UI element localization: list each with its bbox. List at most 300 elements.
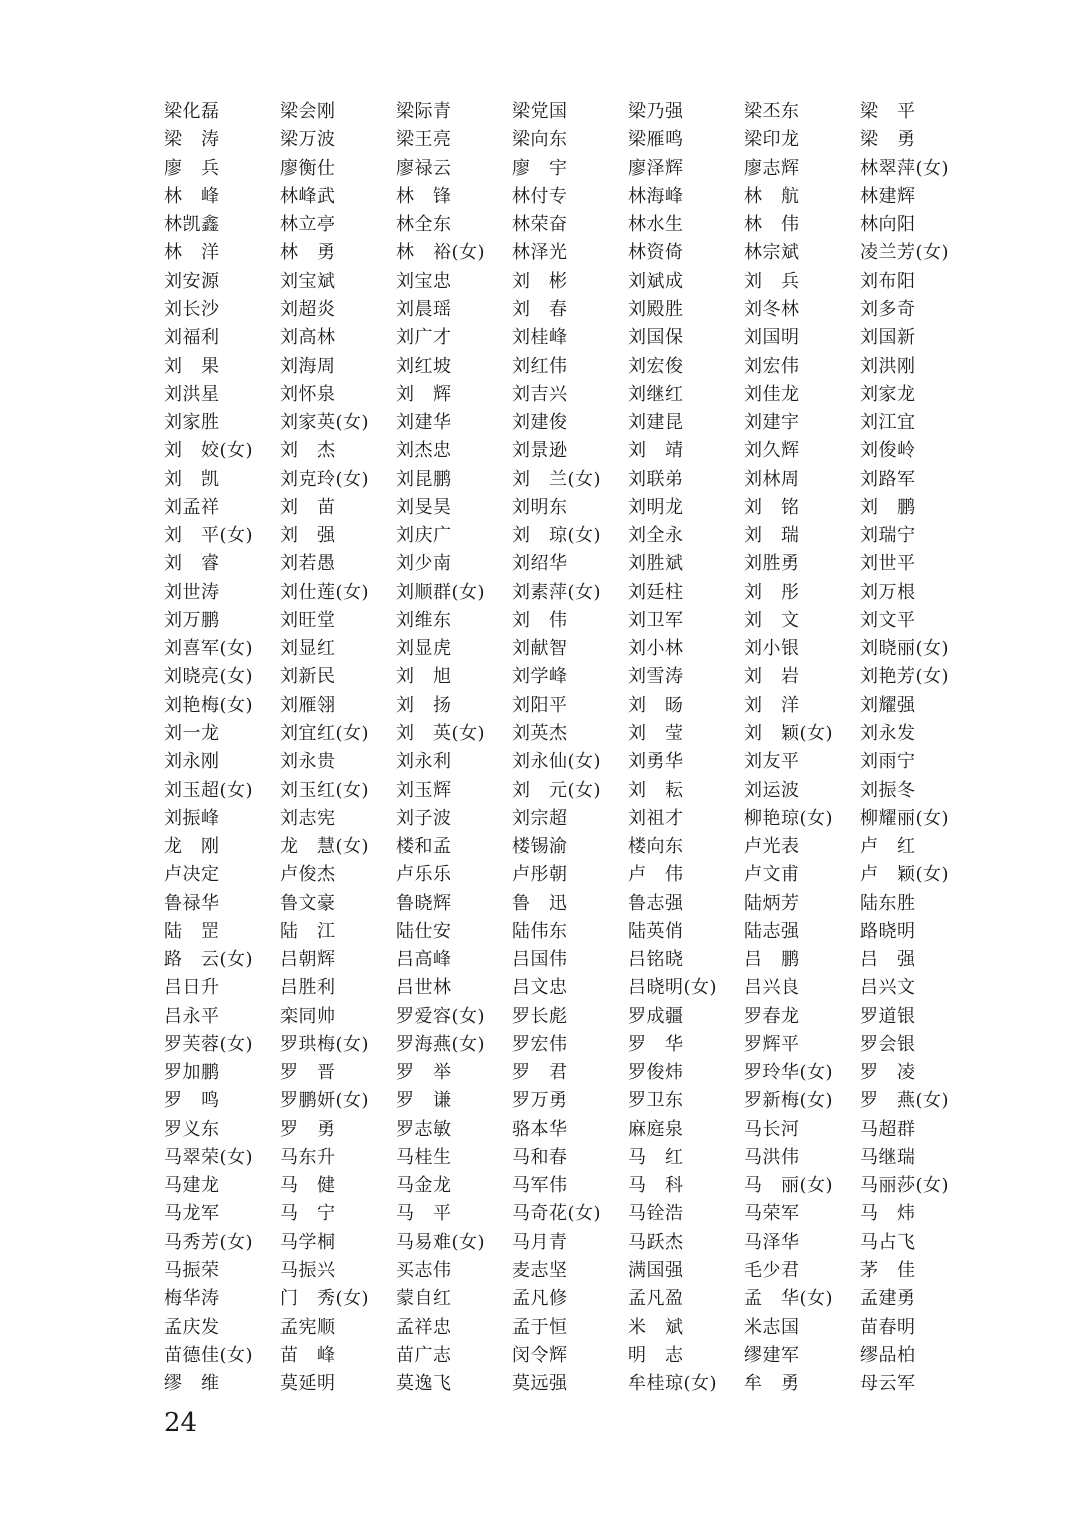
name-entry: 刘久辉 bbox=[744, 440, 800, 462]
name-entry: 米 斌 bbox=[628, 1316, 684, 1338]
name-row bbox=[164, 1031, 994, 1059]
name-row bbox=[164, 1144, 994, 1172]
name-entry: 梁 涛 bbox=[164, 129, 220, 151]
name-entry: 母云军 bbox=[860, 1373, 916, 1395]
name-entry: 卢 颖(女) bbox=[860, 864, 950, 886]
name-entry: 栾同帅 bbox=[280, 1005, 336, 1027]
name-entry: 满国强 bbox=[628, 1260, 684, 1282]
name-entry: 罗 凌 bbox=[860, 1062, 916, 1084]
name-row bbox=[164, 805, 994, 833]
name-entry: 马 炜 bbox=[860, 1203, 916, 1225]
name-entry: 刘宏俊 bbox=[628, 355, 684, 377]
name-entry: 刘 颖(女) bbox=[744, 722, 834, 744]
name-entry: 刘 铭 bbox=[744, 496, 800, 518]
name-entry: 吕兴良 bbox=[744, 977, 800, 999]
name-entry: 林宗斌 bbox=[744, 242, 800, 264]
name-row bbox=[164, 98, 994, 126]
name-entry: 马秀芳(女) bbox=[164, 1231, 254, 1253]
name-entry: 罗 鸣 bbox=[164, 1090, 220, 1112]
name-entry: 梁 勇 bbox=[860, 129, 916, 151]
name-entry: 刘克玲(女) bbox=[280, 468, 370, 490]
name-entry: 凌兰芳(女) bbox=[860, 242, 950, 264]
name-entry: 刘顺群(女) bbox=[396, 581, 486, 603]
name-entry: 梁会刚 bbox=[280, 101, 336, 123]
name-entry: 刘 伟 bbox=[512, 609, 568, 631]
name-entry: 罗春龙 bbox=[744, 1005, 800, 1027]
name-entry: 刘继红 bbox=[628, 383, 684, 405]
name-entry: 马建龙 bbox=[164, 1175, 220, 1197]
name-entry: 莫延明 bbox=[280, 1373, 336, 1395]
name-entry: 刘玉红(女) bbox=[280, 779, 370, 801]
name-entry: 林全东 bbox=[396, 214, 452, 236]
name-entry: 路晓明 bbox=[860, 920, 916, 942]
name-entry: 罗芙蓉(女) bbox=[164, 1033, 254, 1055]
name-entry: 刘旺堂 bbox=[280, 609, 336, 631]
name-entry: 苗春明 bbox=[860, 1316, 916, 1338]
name-entry: 刘 苗 bbox=[280, 496, 336, 518]
name-entry: 牟 勇 bbox=[744, 1373, 800, 1395]
name-entry: 梁印龙 bbox=[744, 129, 800, 151]
name-entry: 刘 姣(女) bbox=[164, 440, 254, 462]
name-entry: 刘怀泉 bbox=[280, 383, 336, 405]
name-row bbox=[164, 776, 994, 804]
name-entry: 蒙自红 bbox=[396, 1288, 452, 1310]
name-entry: 刘俊岭 bbox=[860, 440, 916, 462]
name-entry: 刘景逊 bbox=[512, 440, 568, 462]
name-entry: 马丽莎(女) bbox=[860, 1175, 950, 1197]
name-entry: 梁万波 bbox=[280, 129, 336, 151]
name-row bbox=[164, 465, 994, 493]
name-entry: 林海峰 bbox=[628, 185, 684, 207]
name-entry: 罗 勇 bbox=[280, 1118, 336, 1140]
name-entry: 林 裕(女) bbox=[396, 242, 486, 264]
name-row bbox=[164, 635, 994, 663]
name-entry: 林 峰 bbox=[164, 185, 220, 207]
name-entry: 梁化磊 bbox=[164, 101, 220, 123]
name-row bbox=[164, 1229, 994, 1257]
name-entry: 刘 春 bbox=[512, 298, 568, 320]
name-entry: 刘长沙 bbox=[164, 298, 220, 320]
name-entry: 罗会银 bbox=[860, 1033, 916, 1055]
name-entry: 林凯鑫 bbox=[164, 214, 220, 236]
name-entry: 罗珙梅(女) bbox=[280, 1033, 370, 1055]
name-entry: 廖泽辉 bbox=[628, 157, 684, 179]
name-entry: 刘家英(女) bbox=[280, 412, 370, 434]
name-row bbox=[164, 324, 994, 352]
name-entry: 罗新梅(女) bbox=[744, 1090, 834, 1112]
name-row bbox=[164, 268, 994, 296]
name-entry: 刘宝忠 bbox=[396, 270, 452, 292]
name-entry: 马东升 bbox=[280, 1146, 336, 1168]
name-entry: 刘 莹 bbox=[628, 722, 684, 744]
name-entry: 刘喜军(女) bbox=[164, 638, 254, 660]
name-entry: 刘宝斌 bbox=[280, 270, 336, 292]
name-entry: 林翠萍(女) bbox=[860, 157, 950, 179]
name-entry: 罗 燕(女) bbox=[860, 1090, 950, 1112]
name-entry: 林水生 bbox=[628, 214, 684, 236]
name-entry: 马继瑞 bbox=[860, 1146, 916, 1168]
name-entry: 刘世涛 bbox=[164, 581, 220, 603]
name-entry: 梁丕东 bbox=[744, 101, 800, 123]
name-entry: 麦志坚 bbox=[512, 1260, 568, 1282]
name-row bbox=[164, 550, 994, 578]
name-entry: 马龙军 bbox=[164, 1203, 220, 1225]
name-entry: 刘 岩 bbox=[744, 666, 800, 688]
name-entry: 廖衡仕 bbox=[280, 157, 336, 179]
name-entry: 刘杰忠 bbox=[396, 440, 452, 462]
name-entry: 罗 华 bbox=[628, 1033, 684, 1055]
name-entry: 刘友平 bbox=[744, 751, 800, 773]
name-entry: 罗 谦 bbox=[396, 1090, 452, 1112]
name-entry: 刘雁翎 bbox=[280, 694, 336, 716]
name-entry: 刘家胜 bbox=[164, 412, 220, 434]
name-entry: 卢 伟 bbox=[628, 864, 684, 886]
name-entry: 刘玉超(女) bbox=[164, 779, 254, 801]
name-entry: 梁 平 bbox=[860, 101, 916, 123]
name-entry: 刘广才 bbox=[396, 327, 452, 349]
name-entry: 刘维东 bbox=[396, 609, 452, 631]
name-entry: 罗海燕(女) bbox=[396, 1033, 486, 1055]
name-row bbox=[164, 239, 994, 267]
name-entry: 刘 彤 bbox=[744, 581, 800, 603]
name-entry: 刘 元(女) bbox=[512, 779, 602, 801]
name-entry: 刘 平(女) bbox=[164, 525, 254, 547]
name-entry: 刘建宇 bbox=[744, 412, 800, 434]
name-entry: 刘勇华 bbox=[628, 751, 684, 773]
name-entry: 马易难(女) bbox=[396, 1231, 486, 1253]
name-row bbox=[164, 607, 994, 635]
name-entry: 莫远强 bbox=[512, 1373, 568, 1395]
name-entry: 林峰武 bbox=[280, 185, 336, 207]
name-entry: 孟建勇 bbox=[860, 1288, 916, 1310]
name-entry: 刘玉辉 bbox=[396, 779, 452, 801]
name-entry: 刘阳平 bbox=[512, 694, 568, 716]
name-row bbox=[164, 1342, 994, 1370]
name-entry: 孟庆发 bbox=[164, 1316, 220, 1338]
name-entry: 刘胜斌 bbox=[628, 553, 684, 575]
name-entry: 缪 维 bbox=[164, 1373, 220, 1395]
name-entry: 刘廷柱 bbox=[628, 581, 684, 603]
name-entry: 刘卫军 bbox=[628, 609, 684, 631]
name-entry: 买志伟 bbox=[396, 1260, 452, 1282]
name-row bbox=[164, 1200, 994, 1228]
name-row bbox=[164, 1172, 994, 1200]
name-entry: 罗鹏妍(女) bbox=[280, 1090, 370, 1112]
name-row bbox=[164, 211, 994, 239]
name-entry: 刘昆鹏 bbox=[396, 468, 452, 490]
name-entry: 刘全永 bbox=[628, 525, 684, 547]
name-entry: 马振荣 bbox=[164, 1260, 220, 1282]
name-entry: 骆本华 bbox=[512, 1118, 568, 1140]
name-entry: 刘建华 bbox=[396, 412, 452, 434]
name-entry: 刘 靖 bbox=[628, 440, 684, 462]
name-entry: 廖 宇 bbox=[512, 157, 568, 179]
name-entry: 梁乃强 bbox=[628, 101, 684, 123]
name-row bbox=[164, 1285, 994, 1313]
name-entry: 门 秀(女) bbox=[280, 1288, 370, 1310]
name-entry: 楼锡渝 bbox=[512, 836, 568, 858]
name-entry: 刘 耘 bbox=[628, 779, 684, 801]
name-entry: 刘雪涛 bbox=[628, 666, 684, 688]
name-entry: 刘 辉 bbox=[396, 383, 452, 405]
name-entry: 陆伟东 bbox=[512, 920, 568, 942]
name-entry: 刘瑞宁 bbox=[860, 525, 916, 547]
name-row bbox=[164, 720, 994, 748]
name-row bbox=[164, 918, 994, 946]
name-entry: 马 平 bbox=[396, 1203, 452, 1225]
name-entry: 刘 兰(女) bbox=[512, 468, 602, 490]
name-entry: 刘 彬 bbox=[512, 270, 568, 292]
name-entry: 罗辉平 bbox=[744, 1033, 800, 1055]
name-row bbox=[164, 522, 994, 550]
name-entry: 卢 红 bbox=[860, 836, 916, 858]
name-entry: 楼向东 bbox=[628, 836, 684, 858]
name-entry: 刘明龙 bbox=[628, 496, 684, 518]
name-entry: 刘宜红(女) bbox=[280, 722, 370, 744]
name-entry: 马铨浩 bbox=[628, 1203, 684, 1225]
name-entry: 吕日升 bbox=[164, 977, 220, 999]
name-entry: 刘 洋 bbox=[744, 694, 800, 716]
name-entry: 刘显红 bbox=[280, 638, 336, 660]
name-entry: 廖 兵 bbox=[164, 157, 220, 179]
name-row bbox=[164, 692, 994, 720]
name-entry: 马超群 bbox=[860, 1118, 916, 1140]
name-entry: 刘冬林 bbox=[744, 298, 800, 320]
name-entry: 陆 江 bbox=[280, 920, 336, 942]
name-entry: 马跃杰 bbox=[628, 1231, 684, 1253]
name-entry: 鲁禄华 bbox=[164, 892, 220, 914]
name-entry: 刘佳龙 bbox=[744, 383, 800, 405]
name-entry: 吕国伟 bbox=[512, 949, 568, 971]
name-entry: 陆英俏 bbox=[628, 920, 684, 942]
name-entry: 刘 果 bbox=[164, 355, 220, 377]
name-entry: 刘少南 bbox=[396, 553, 452, 575]
name-entry: 刘艳芳(女) bbox=[860, 666, 950, 688]
name-entry: 刘志宪 bbox=[280, 807, 336, 829]
name-entry: 孟凡修 bbox=[512, 1288, 568, 1310]
name-entry: 马奇花(女) bbox=[512, 1203, 602, 1225]
name-entry: 罗志敏 bbox=[396, 1118, 452, 1140]
name-entry: 苗广志 bbox=[396, 1344, 452, 1366]
name-entry: 马荣军 bbox=[744, 1203, 800, 1225]
name-entry: 刘桂峰 bbox=[512, 327, 568, 349]
name-entry: 刘 文 bbox=[744, 609, 800, 631]
name-list bbox=[164, 98, 994, 1398]
name-entry: 林泽光 bbox=[512, 242, 568, 264]
name-entry: 林建辉 bbox=[860, 185, 916, 207]
name-entry: 马月青 bbox=[512, 1231, 568, 1253]
name-entry: 闵令辉 bbox=[512, 1344, 568, 1366]
name-entry: 刘多奇 bbox=[860, 298, 916, 320]
name-entry: 刘 瑞 bbox=[744, 525, 800, 547]
name-entry: 刘国新 bbox=[860, 327, 916, 349]
name-entry: 刘宗超 bbox=[512, 807, 568, 829]
name-entry: 刘 琼(女) bbox=[512, 525, 602, 547]
name-entry: 刘小林 bbox=[628, 638, 684, 660]
name-entry: 刘江宜 bbox=[860, 412, 916, 434]
name-entry: 马 科 bbox=[628, 1175, 684, 1197]
name-entry: 罗道银 bbox=[860, 1005, 916, 1027]
name-entry: 刘献智 bbox=[512, 638, 568, 660]
name-entry: 刘建昆 bbox=[628, 412, 684, 434]
name-entry: 刘子波 bbox=[396, 807, 452, 829]
name-entry: 罗 举 bbox=[396, 1062, 452, 1084]
name-entry: 罗 君 bbox=[512, 1062, 568, 1084]
name-entry: 刘若愚 bbox=[280, 553, 336, 575]
name-entry: 刘明东 bbox=[512, 496, 568, 518]
name-entry: 梁王亮 bbox=[396, 129, 452, 151]
name-entry: 柳耀丽(女) bbox=[860, 807, 950, 829]
name-entry: 卢决定 bbox=[164, 864, 220, 886]
name-entry: 刘 鹏 bbox=[860, 496, 916, 518]
name-entry: 刘海周 bbox=[280, 355, 336, 377]
name-entry: 孟祥忠 bbox=[396, 1316, 452, 1338]
name-entry: 卢彤朝 bbox=[512, 864, 568, 886]
name-entry: 林 航 bbox=[744, 185, 800, 207]
name-entry: 刘晨瑶 bbox=[396, 298, 452, 320]
name-entry: 牟桂琼(女) bbox=[628, 1373, 718, 1395]
name-entry: 罗卫东 bbox=[628, 1090, 684, 1112]
name-entry: 吕文忠 bbox=[512, 977, 568, 999]
name-entry: 孟宪顺 bbox=[280, 1316, 336, 1338]
name-entry: 卢乐乐 bbox=[396, 864, 452, 886]
name-entry: 陆 罡 bbox=[164, 920, 220, 942]
name-entry: 刘万鹏 bbox=[164, 609, 220, 631]
name-entry: 罗 晋 bbox=[280, 1062, 336, 1084]
name-entry: 刘家龙 bbox=[860, 383, 916, 405]
name-entry: 缪品柏 bbox=[860, 1344, 916, 1366]
name-row bbox=[164, 748, 994, 776]
name-entry: 刘显虎 bbox=[396, 638, 452, 660]
name-entry: 孟于恒 bbox=[512, 1316, 568, 1338]
name-entry: 刘安源 bbox=[164, 270, 220, 292]
name-entry: 吕兴文 bbox=[860, 977, 916, 999]
name-entry: 马学桐 bbox=[280, 1231, 336, 1253]
name-entry: 梁际青 bbox=[396, 101, 452, 123]
name-entry: 罗玲华(女) bbox=[744, 1062, 834, 1084]
page-number: 24 bbox=[164, 1408, 198, 1438]
name-entry: 鲁晓辉 bbox=[396, 892, 452, 914]
name-entry: 刘红坡 bbox=[396, 355, 452, 377]
name-entry: 卢光表 bbox=[744, 836, 800, 858]
name-entry: 吕 强 bbox=[860, 949, 916, 971]
name-entry: 刘高林 bbox=[280, 327, 336, 349]
name-entry: 刘建俊 bbox=[512, 412, 568, 434]
name-entry: 刘耀强 bbox=[860, 694, 916, 716]
name-entry: 苗 峰 bbox=[280, 1344, 336, 1366]
name-entry: 刘振峰 bbox=[164, 807, 220, 829]
name-entry: 刘素萍(女) bbox=[512, 581, 602, 603]
name-entry: 刘永仙(女) bbox=[512, 751, 602, 773]
name-entry: 罗长彪 bbox=[512, 1005, 568, 1027]
name-entry: 刘小银 bbox=[744, 638, 800, 660]
name-entry: 刘晓丽(女) bbox=[860, 638, 950, 660]
name-entry: 刘福利 bbox=[164, 327, 220, 349]
name-entry: 刘绍华 bbox=[512, 553, 568, 575]
name-entry: 刘孟祥 bbox=[164, 496, 220, 518]
name-entry: 鲁 迅 bbox=[512, 892, 568, 914]
name-entry: 罗爱容(女) bbox=[396, 1005, 486, 1027]
name-entry: 卢文甫 bbox=[744, 864, 800, 886]
name-entry: 楼和孟 bbox=[396, 836, 452, 858]
name-entry: 柳艳琼(女) bbox=[744, 807, 834, 829]
name-entry: 陆炳芳 bbox=[744, 892, 800, 914]
name-entry: 刘一龙 bbox=[164, 722, 220, 744]
name-entry: 刘万根 bbox=[860, 581, 916, 603]
name-entry: 吕朝辉 bbox=[280, 949, 336, 971]
name-entry: 陆志强 bbox=[744, 920, 800, 942]
name-entry: 刘 凯 bbox=[164, 468, 220, 490]
name-entry: 马占飞 bbox=[860, 1231, 916, 1253]
name-entry: 刘国明 bbox=[744, 327, 800, 349]
name-entry: 马 丽(女) bbox=[744, 1175, 834, 1197]
name-entry: 吕胜利 bbox=[280, 977, 336, 999]
name-entry: 茅 佳 bbox=[860, 1260, 916, 1282]
name-entry: 刘艳梅(女) bbox=[164, 694, 254, 716]
name-entry: 林资倚 bbox=[628, 242, 684, 264]
name-row bbox=[164, 974, 994, 1002]
name-entry: 麻庭泉 bbox=[628, 1118, 684, 1140]
name-entry: 龙 慧(女) bbox=[280, 836, 370, 858]
name-entry: 吕 鹏 bbox=[744, 949, 800, 971]
name-entry: 刘祖才 bbox=[628, 807, 684, 829]
name-entry: 刘学峰 bbox=[512, 666, 568, 688]
name-row bbox=[164, 126, 994, 154]
name-entry: 廖禄云 bbox=[396, 157, 452, 179]
name-entry: 刘宏伟 bbox=[744, 355, 800, 377]
name-entry: 吕高峰 bbox=[396, 949, 452, 971]
name-entry: 罗加鹏 bbox=[164, 1062, 220, 1084]
name-entry: 刘英杰 bbox=[512, 722, 568, 744]
name-entry: 罗俊炜 bbox=[628, 1062, 684, 1084]
name-entry: 毛少君 bbox=[744, 1260, 800, 1282]
name-entry: 刘文平 bbox=[860, 609, 916, 631]
name-row bbox=[164, 494, 994, 522]
name-entry: 刘世平 bbox=[860, 553, 916, 575]
name-entry: 刘超炎 bbox=[280, 298, 336, 320]
name-entry: 鲁文豪 bbox=[280, 892, 336, 914]
name-entry: 卢俊杰 bbox=[280, 864, 336, 886]
name-entry: 吕铭晓 bbox=[628, 949, 684, 971]
name-row bbox=[164, 437, 994, 465]
name-entry: 马振兴 bbox=[280, 1260, 336, 1282]
name-row bbox=[164, 1059, 994, 1087]
name-entry: 梅华涛 bbox=[164, 1288, 220, 1310]
name-row bbox=[164, 183, 994, 211]
name-row bbox=[164, 833, 994, 861]
name-entry: 马洪伟 bbox=[744, 1146, 800, 1168]
name-entry: 鲁志强 bbox=[628, 892, 684, 914]
name-entry: 马金龙 bbox=[396, 1175, 452, 1197]
name-entry: 刘 旸 bbox=[628, 694, 684, 716]
name-entry: 刘斌成 bbox=[628, 270, 684, 292]
name-entry: 林荣奋 bbox=[512, 214, 568, 236]
name-row bbox=[164, 861, 994, 889]
name-entry: 刘 旭 bbox=[396, 666, 452, 688]
name-row bbox=[164, 1116, 994, 1144]
name-entry: 梁党国 bbox=[512, 101, 568, 123]
name-entry: 罗宏伟 bbox=[512, 1033, 568, 1055]
name-row bbox=[164, 381, 994, 409]
name-entry: 刘吉兴 bbox=[512, 383, 568, 405]
name-entry: 林 锋 bbox=[396, 185, 452, 207]
name-entry: 路 云(女) bbox=[164, 949, 254, 971]
name-entry: 刘雨宁 bbox=[860, 751, 916, 773]
name-entry: 孟凡盈 bbox=[628, 1288, 684, 1310]
name-entry: 刘 强 bbox=[280, 525, 336, 547]
name-entry: 刘永利 bbox=[396, 751, 452, 773]
name-row bbox=[164, 1087, 994, 1115]
